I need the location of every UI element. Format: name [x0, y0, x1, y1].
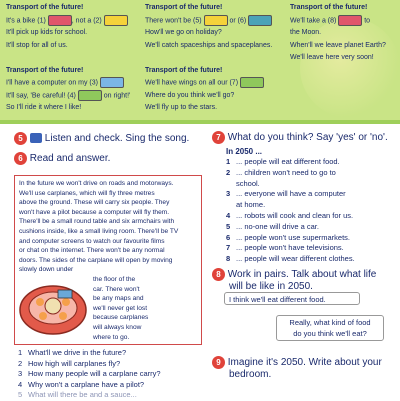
- song-line: It'll pick up kids for school.: [6, 29, 88, 36]
- reading-line: and computer screens to watch our favourite films: [19, 237, 165, 245]
- song-line: Transport of the future!: [145, 66, 223, 74]
- section-divider: [0, 120, 400, 124]
- carplane-illustration: [18, 270, 88, 340]
- ship-picture-icon: [248, 15, 272, 26]
- handlebar-picture-icon: [100, 77, 124, 88]
- reading-line: or chat on the internet. There won't be any normal: [19, 247, 165, 255]
- exercise-item: 8 ... people will wear different clothes.: [226, 254, 355, 264]
- song-banner: [0, 0, 400, 120]
- exercise-item: 4 ... robots will cook and clean for us.: [226, 210, 354, 220]
- song-line: Where do you think we'll go?: [145, 91, 235, 99]
- reading-line: car. There won't: [93, 285, 140, 293]
- bike-picture-icon: [48, 15, 72, 26]
- exercise-item: 6 ... people won't use supermarkets.: [226, 232, 350, 242]
- task-number: 6: [14, 152, 27, 165]
- song-line: We'll have wings on all our (7): [145, 77, 285, 90]
- song-line: How'll we go on holiday?: [145, 29, 222, 36]
- song-column-3: [290, 2, 398, 65]
- task-5: [14, 132, 189, 145]
- task-number: 7: [212, 131, 225, 144]
- question-item: 1 What'll we drive in the future?: [18, 348, 127, 357]
- song-line: When'll we leave planet Earth?: [290, 41, 386, 49]
- reading-line: doors. The sides of the carplane will open by moving: [19, 256, 173, 264]
- exercise-item: school.: [236, 178, 260, 188]
- reading-line: above the ground. These will carry six people. They: [19, 199, 170, 207]
- task-6: [14, 152, 110, 165]
- song-line: I'll have a computer on my (3): [6, 77, 141, 90]
- exercise-heading: In 2050 ...: [226, 147, 263, 156]
- question-item: 4 Why won't a carplane have a pilot?: [18, 379, 145, 389]
- task-9: [212, 356, 382, 380]
- car-picture-icon: [78, 90, 102, 101]
- rocket-picture-icon: [338, 15, 362, 26]
- song-column-2: [145, 2, 285, 115]
- reading-line: We'll use carplanes, which will fly three metres: [19, 189, 155, 197]
- task-instruction-line-2: will be like in 2050.: [229, 281, 313, 292]
- exercise-item: 2 ... children won't need to go to: [226, 167, 336, 177]
- song-line: Transport of the future!: [6, 4, 84, 11]
- song-line: Transport of the future!: [6, 66, 84, 74]
- reading-line: be any maps and: [93, 295, 144, 303]
- song-line: the Moon.: [290, 29, 322, 36]
- task-instruction-line-2: bedroom.: [229, 369, 272, 380]
- speech-bubble-2: Really, what kind of food do you think we'll eat?: [276, 315, 384, 341]
- reading-line: won't have a pilot because a computer will fly them.: [19, 208, 170, 216]
- song-line: We'll take a (8) to: [290, 15, 398, 28]
- task-instruction: Work in pairs. Talk about what life: [227, 269, 377, 280]
- exercise-item: at home.: [236, 200, 266, 210]
- song-column-1: [6, 2, 141, 115]
- question-item: 2 How high will carplanes fly?: [18, 358, 121, 368]
- audio-cd-icon[interactable]: [30, 133, 42, 143]
- song-line: We'll leave here very soon!: [290, 54, 374, 61]
- question-item: 3 How many people will a carplane carry?: [18, 369, 161, 378]
- task-number: 9: [212, 356, 225, 369]
- task-8: [212, 268, 376, 292]
- task-instruction: Listen and check. Sing the song.: [44, 133, 190, 144]
- task-instruction: What do you think? Say 'yes' or 'no'.: [227, 132, 388, 143]
- reading-line: where to go.: [93, 333, 130, 341]
- reading-line: we'll never get lost: [93, 304, 148, 312]
- song-line: So I'll ride it where I like!: [6, 104, 82, 111]
- questions-list: [18, 348, 161, 401]
- question-item: 5 What will there be and a sauce...: [18, 390, 137, 399]
- song-line: We'll catch spaceships and spaceplanes.: [145, 41, 273, 49]
- exercise-item: 5 ... no-one will drive a car.: [226, 221, 319, 231]
- song-line-spacer: [145, 52, 285, 65]
- song-line: It'll say, 'Be careful! (4) on right!': [6, 90, 141, 103]
- song-line: There won't be (5) or (6): [145, 15, 285, 28]
- reading-line: In the future we won't drive on roads and motorways.: [19, 180, 174, 187]
- reading-line: the floor of the: [93, 275, 136, 283]
- cars-picture-icon: [240, 77, 264, 88]
- speech-bubble-1: I think we'll eat different food.: [224, 292, 360, 305]
- song-line: It's a bike (1) , not a (2): [6, 15, 141, 28]
- reading-line: cushions inside, like a small living room. There'll be TV: [19, 227, 179, 235]
- reading-line: slowly down under: [19, 266, 74, 274]
- song-line: We'll fly up to the stars.: [145, 104, 218, 111]
- exercise-item: 3 ... everyone will have a computer: [226, 189, 346, 199]
- reading-line: because carplanes: [93, 314, 149, 322]
- song-line: It'll stop for all of us.: [6, 41, 68, 49]
- song-line: Transport of the future!: [145, 4, 223, 11]
- exercise-item: 1 ... people will eat different food.: [226, 157, 340, 166]
- task-instruction: Read and answer.: [29, 153, 111, 164]
- reading-line: There'll be a small round table and six armchairs with: [19, 218, 175, 226]
- exercise-7-list: [226, 157, 355, 265]
- task-7: [212, 131, 388, 144]
- task-instruction: Imagine it's 2050. Write about your: [227, 357, 382, 368]
- song-line: Transport of the future!: [290, 4, 368, 11]
- train-picture-icon: [204, 15, 228, 26]
- task-number: 5: [14, 132, 27, 145]
- bus-picture-icon: [104, 15, 128, 26]
- reading-line: will always know: [93, 323, 142, 331]
- task-number: 8: [212, 268, 225, 281]
- exercise-item: 7 ... people won't have televisions.: [226, 243, 344, 253]
- song-line-spacer: [6, 52, 141, 65]
